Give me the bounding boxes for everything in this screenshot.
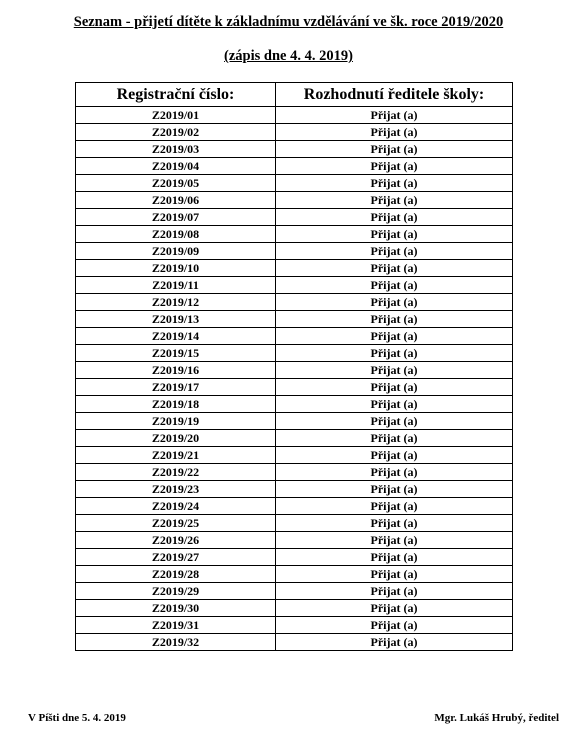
decision-cell: Přijat (a)	[276, 379, 513, 396]
decision-cell: Přijat (a)	[276, 345, 513, 362]
decision-cell: Přijat (a)	[276, 617, 513, 634]
registration-number-cell: Z2019/31	[76, 617, 276, 634]
table-row	[76, 532, 513, 549]
decision-cell: Přijat (a)	[276, 311, 513, 328]
place-and-date: V Píšti dne 5. 4. 2019	[28, 712, 126, 724]
registration-number-cell: Z2019/11	[76, 277, 276, 294]
table-row	[76, 311, 513, 328]
table-row	[76, 107, 513, 124]
table-row	[76, 396, 513, 413]
admission-table	[75, 82, 513, 651]
decision-cell: Přijat (a)	[276, 481, 513, 498]
table-row	[76, 209, 513, 226]
decision-cell: Přijat (a)	[276, 464, 513, 481]
decision-cell: Přijat (a)	[276, 294, 513, 311]
registration-number-cell: Z2019/23	[76, 481, 276, 498]
table-row	[76, 124, 513, 141]
registration-number-cell: Z2019/04	[76, 158, 276, 175]
decision-cell: Přijat (a)	[276, 226, 513, 243]
table-row	[76, 515, 513, 532]
decision-cell: Přijat (a)	[276, 277, 513, 294]
registration-number-cell: Z2019/03	[76, 141, 276, 158]
table-row	[76, 617, 513, 634]
table-row	[76, 498, 513, 515]
decision-cell: Přijat (a)	[276, 532, 513, 549]
registration-number-cell: Z2019/25	[76, 515, 276, 532]
registration-number-cell: Z2019/16	[76, 362, 276, 379]
decision-cell: Přijat (a)	[276, 192, 513, 209]
registration-number-cell: Z2019/30	[76, 600, 276, 617]
table-row	[76, 447, 513, 464]
decision-cell: Přijat (a)	[276, 107, 513, 124]
decision-cell: Přijat (a)	[276, 515, 513, 532]
decision-cell: Přijat (a)	[276, 566, 513, 583]
decision-cell: Přijat (a)	[276, 209, 513, 226]
registration-number-cell: Z2019/19	[76, 413, 276, 430]
registration-number-cell: Z2019/08	[76, 226, 276, 243]
table-row	[76, 464, 513, 481]
registration-number-cell: Z2019/27	[76, 549, 276, 566]
document-subtitle: (zápis dne 4. 4. 2019)	[224, 48, 353, 64]
decision-cell: Přijat (a)	[276, 362, 513, 379]
table-header-row	[76, 83, 513, 107]
decision-cell: Přijat (a)	[276, 583, 513, 600]
decision-cell: Přijat (a)	[276, 396, 513, 413]
decision-cell: Přijat (a)	[276, 600, 513, 617]
registration-number-cell: Z2019/13	[76, 311, 276, 328]
table-row	[76, 379, 513, 396]
registration-number-cell: Z2019/28	[76, 566, 276, 583]
registration-number-cell: Z2019/01	[76, 107, 276, 124]
registration-number-cell: Z2019/05	[76, 175, 276, 192]
registration-number-cell: Z2019/02	[76, 124, 276, 141]
table-row	[76, 345, 513, 362]
table-row	[76, 243, 513, 260]
table-row	[76, 328, 513, 345]
registration-number-cell: Z2019/06	[76, 192, 276, 209]
table-row	[76, 277, 513, 294]
table-row	[76, 226, 513, 243]
table-row	[76, 175, 513, 192]
decision-cell: Přijat (a)	[276, 141, 513, 158]
decision-cell: Přijat (a)	[276, 260, 513, 277]
decision-cell: Přijat (a)	[276, 447, 513, 464]
decision-cell: Přijat (a)	[276, 243, 513, 260]
column-header-decision: Rozhodnutí ředitele školy:	[276, 83, 513, 107]
decision-cell: Přijat (a)	[276, 549, 513, 566]
table-row	[76, 430, 513, 447]
registration-number-cell: Z2019/15	[76, 345, 276, 362]
table-row	[76, 634, 513, 651]
decision-cell: Přijat (a)	[276, 413, 513, 430]
table-body	[76, 107, 513, 651]
column-header-registration-number: Registrační číslo:	[76, 83, 276, 107]
table-row	[76, 549, 513, 566]
table-row	[76, 192, 513, 209]
document-title: Seznam - přijetí dítěte k základnímu vzdělávání ve šk. roce 2019/2020	[73, 14, 504, 30]
registration-number-cell: Z2019/29	[76, 583, 276, 600]
director-signature: Mgr. Lukáš Hrubý, ředitel	[434, 712, 559, 724]
decision-cell: Přijat (a)	[276, 498, 513, 515]
registration-number-cell: Z2019/07	[76, 209, 276, 226]
decision-cell: Přijat (a)	[276, 328, 513, 345]
decision-cell: Přijat (a)	[276, 634, 513, 651]
registration-number-cell: Z2019/14	[76, 328, 276, 345]
decision-cell: Přijat (a)	[276, 124, 513, 141]
table-row	[76, 413, 513, 430]
registration-number-cell: Z2019/10	[76, 260, 276, 277]
registration-number-cell: Z2019/26	[76, 532, 276, 549]
table-row	[76, 294, 513, 311]
table-row	[76, 583, 513, 600]
decision-cell: Přijat (a)	[276, 175, 513, 192]
registration-number-cell: Z2019/20	[76, 430, 276, 447]
table-row	[76, 600, 513, 617]
table-row	[76, 362, 513, 379]
table-row	[76, 141, 513, 158]
registration-number-cell: Z2019/17	[76, 379, 276, 396]
registration-number-cell: Z2019/09	[76, 243, 276, 260]
registration-number-cell: Z2019/24	[76, 498, 276, 515]
registration-number-cell: Z2019/18	[76, 396, 276, 413]
table-row	[76, 566, 513, 583]
table-row	[76, 260, 513, 277]
table-row	[76, 158, 513, 175]
decision-cell: Přijat (a)	[276, 430, 513, 447]
decision-cell: Přijat (a)	[276, 158, 513, 175]
registration-number-cell: Z2019/22	[76, 464, 276, 481]
registration-number-cell: Z2019/12	[76, 294, 276, 311]
registration-number-cell: Z2019/21	[76, 447, 276, 464]
table-row	[76, 481, 513, 498]
registration-number-cell: Z2019/32	[76, 634, 276, 651]
